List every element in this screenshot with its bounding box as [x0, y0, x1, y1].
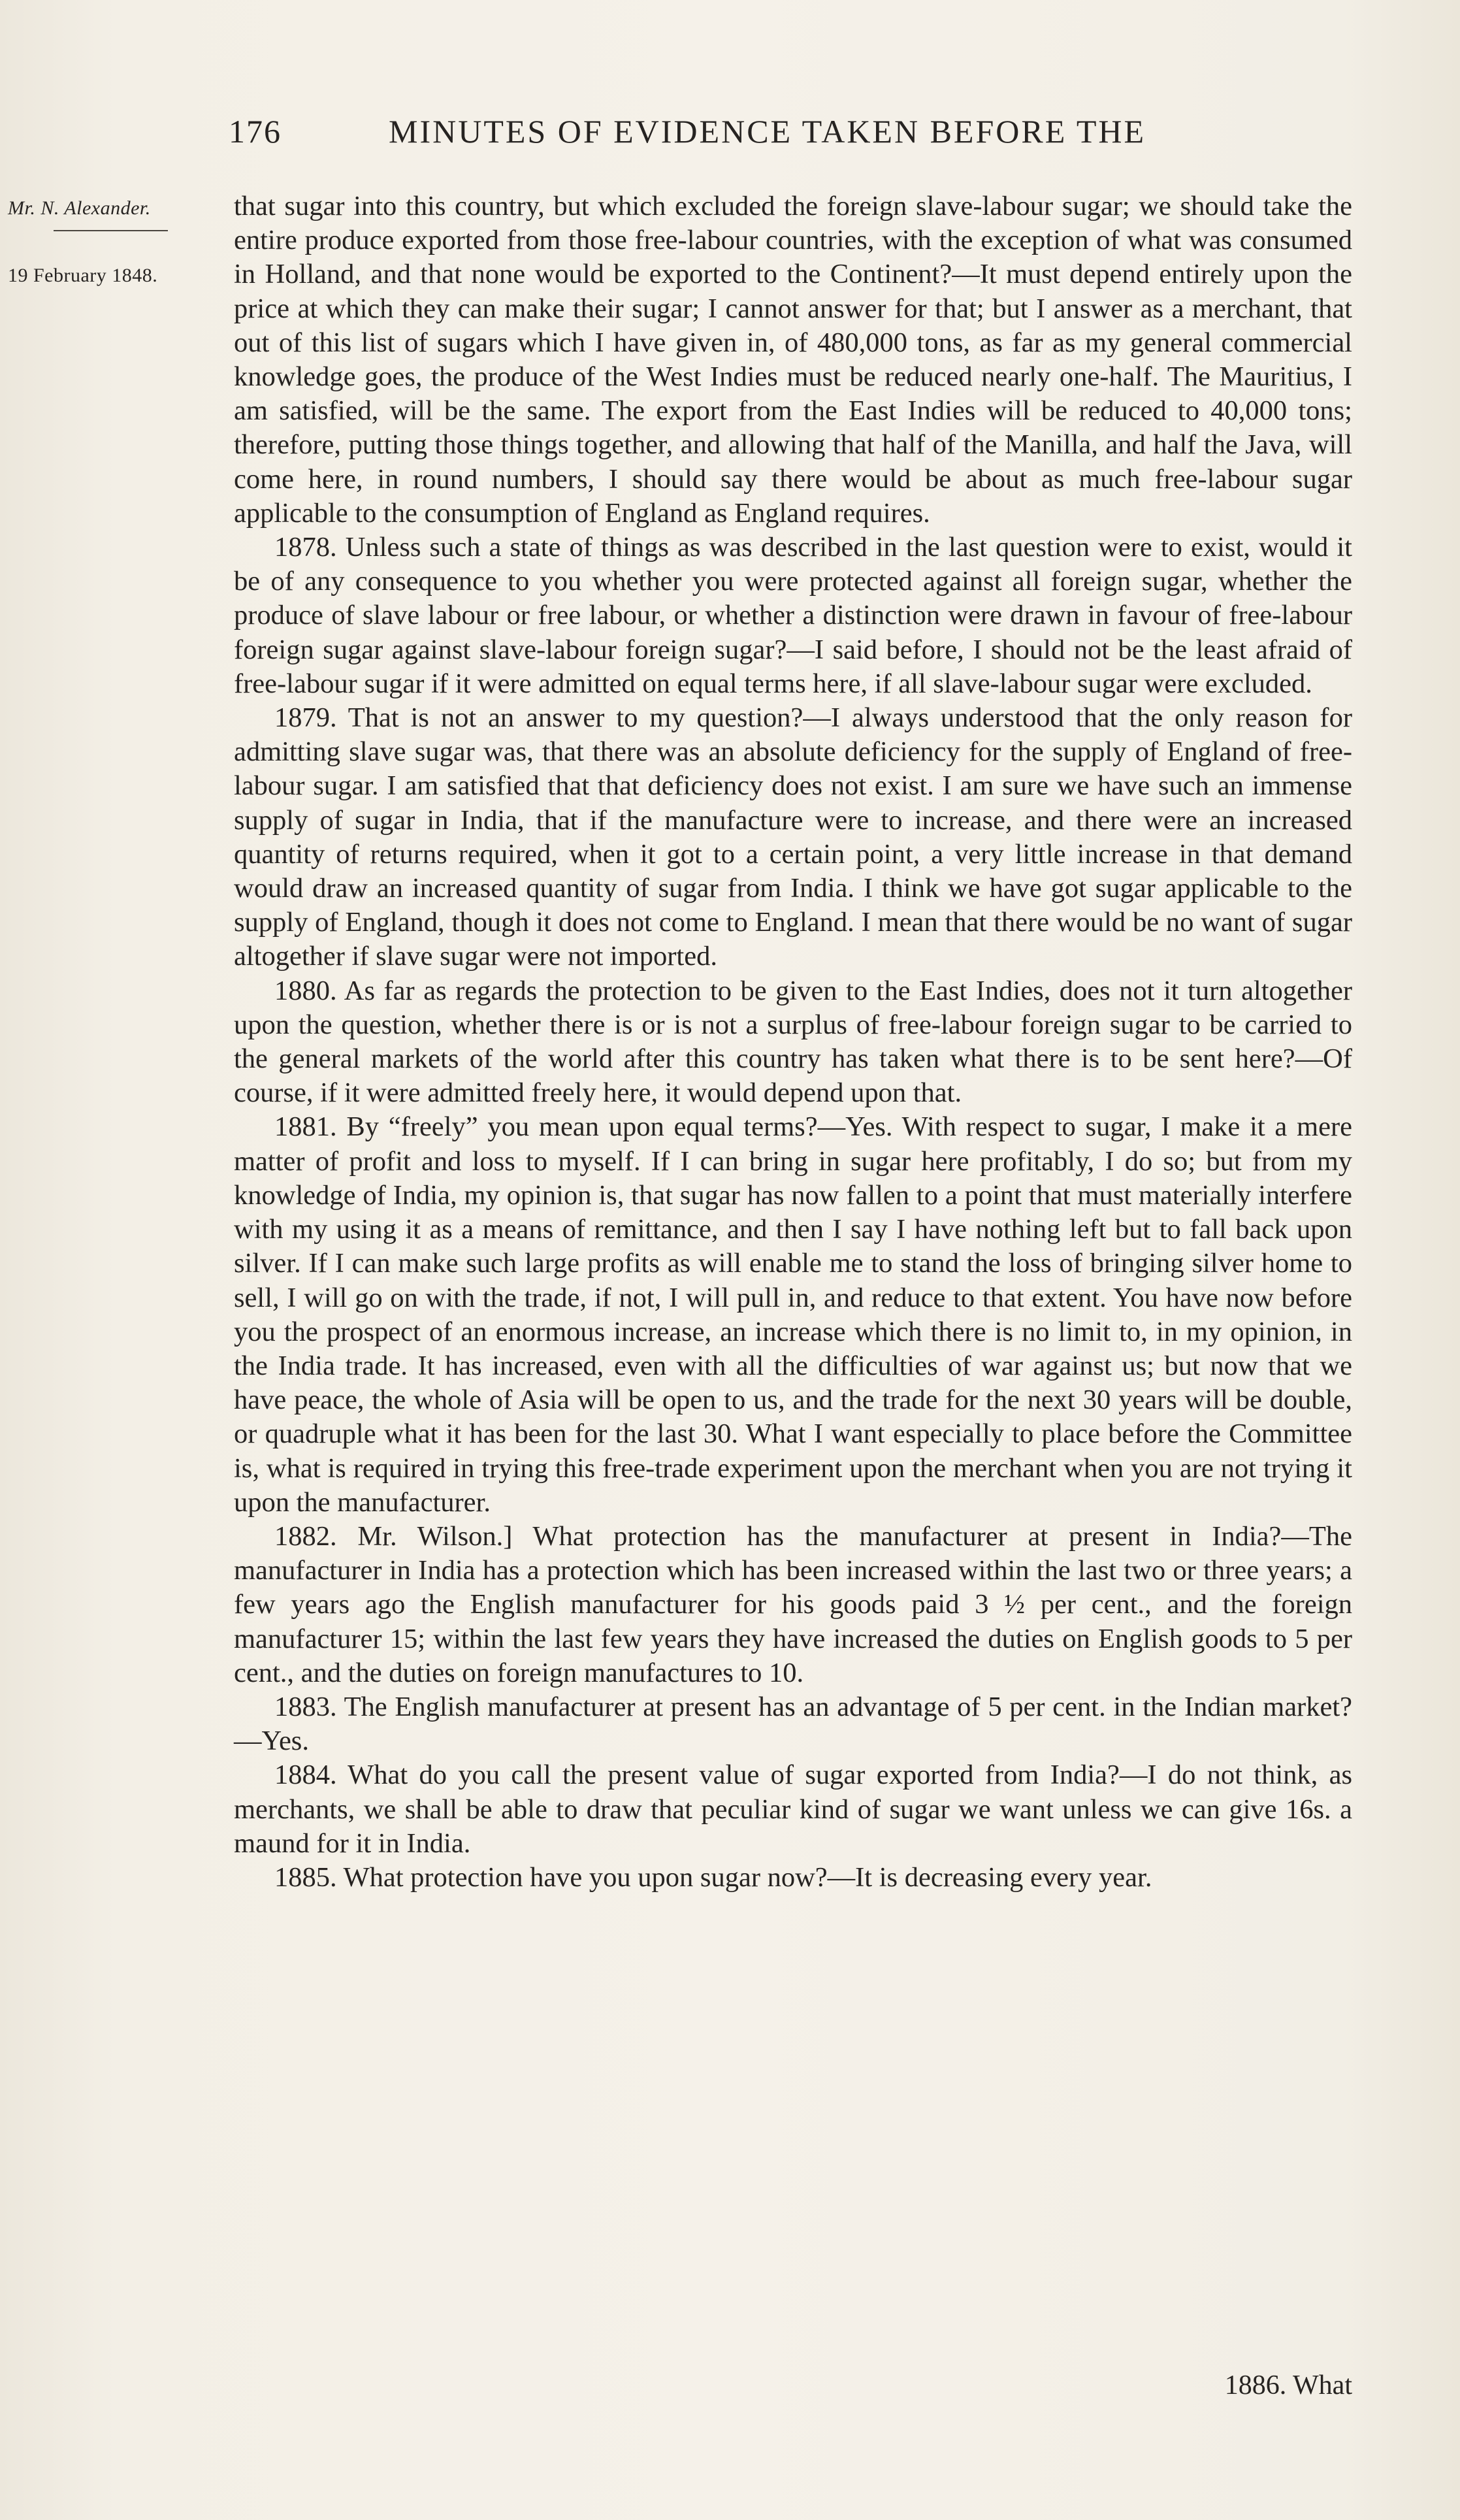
margin-rule [54, 230, 168, 231]
paragraph-1881: 1881. By “freely” you mean upon equal terms?—Yes. With respect to sugar, I make it a mere matter of profit and loss to myself. If I can bring in sugar here profitably, I do so; but from my knowledge of India, my opinion is, that sugar has now fallen to a point that must materially interfere with my using it as a means of remittance, and then I say I have nothing left but to fall back upon silver. If I can make such large profits as will enable me to stand the loss of bringing silver home to sell, I will go on with the trade, if not, I will pull in, and reduce to that extent. You have now before you the prospect of an enormous increase, an increase which there is no limit to, in my opinion, in the India trade. It has increased, even with all the difficulties of war against us; but now that we have peace, the whole of Asia will be open to us, and the trade for the next 30 years will be double, or quadruple what it has been for the last 30. What I want especially to place before the Committee is, what is required in trying this free-trade experiment upon the merchant when you are not trying it upon the manufacturer. [234, 1111, 1352, 1518]
paragraph-1878: 1878. Unless such a state of things as was described in the last question were to exist, would it be of any consequence to you whether you were protected against all foreign sugar, whether the produce of slave labour or free labour, or whether a distinction were drawn in favour of free-labour foreign sugar against slave-labour foreign sugar?—I said before, I should not be the least afraid of free-labour sugar if it were admitted on equal terms here, if all slave-labour sugar were excluded. [234, 532, 1352, 699]
paragraph-1883: 1883. The English manufacturer at present has an advantage of 5 per cent. in the Indian market?—Yes. [234, 1691, 1352, 1757]
paragraph-1879: 1879. That is not an answer to my question?—I always understood that the only reason for admitting slave sugar was, that there was an absolute deficiency for the supply of England of free-labour sugar. I am satisfied that that deficiency does not exist. I am sure we have such an immense supply of sugar in India, that if the manufacture were to increase, and there were an increased quantity of returns required, when it got to a certain point, a very little increase in that demand would draw an increased quantity of sugar from India. I think we have got sugar applicable to the supply of England, though it does not come to England. I mean that there would be no want of sugar altogether if slave sugar were not imported. [234, 702, 1352, 972]
paragraph-continuation: that sugar into this country, but which excluded the foreign slave-labour sugar; we should take the entire produce exported from those free-labour countries, with the exception of what was consumed in Holland, and that none would be exported to the Continent?—It must depend entirely upon the price at which they can make their sugar; I cannot answer for that; but I answer as a merchant, that out of this list of sugars which I have given in, of 480,000 tons, as far as my general commercial knowledge goes, the produce of the West Indies must be reduced nearly one-half. The Mauritius, I am satisfied, will be the same. The export from the East Indies will be reduced to 40,000 tons; therefore, putting those things together, and allowing that half of the Manilla, and half the Java, will come here, in round numbers, I should say there would be about as much free-labour sugar applicable to the consumption of England as England requires. [234, 191, 1352, 529]
paragraph-1880: 1880. As far as regards the protection to be given to the East Indies, does not it turn altogether upon the question, whether there is or is not a surplus of free-labour foreign sugar to be carried to the general markets of the world after this country has taken what there is to be sent here?—Of course, if it were admitted freely here, it would depend upon that. [234, 975, 1352, 1109]
catchword: 1886. What [1224, 2370, 1352, 2400]
running-title: MINUTES OF EVIDENCE TAKEN BEFORE THE [389, 113, 1146, 150]
page-number: 176 [229, 113, 282, 150]
paragraph-1882: 1882. Mr. Wilson.] What protection has the manufacturer at present in India?—The manufacturer in India has a protection which has been increased within the last two or three years; a few years ago the English manufacturer for his goods paid 3 ½ per cent., and the foreign manufacturer 15; within the last few years they have increased the duties on English goods to 5 per cent., and the duties on foreign manufactures to 10. [234, 1520, 1352, 1688]
margin-date: 19 February 1848. [8, 265, 158, 286]
paragraph-1884: 1884. What do you call the present value of sugar exported from India?—I do not think, as merchants, we shall be able to draw that peculiar kind of sugar we want unless we can give 16s. a maund for it in India. [234, 1759, 1352, 1859]
evidence-body [234, 189, 1352, 2424]
paragraph-1885: 1885. What protection have you upon sugar now?—It is decreasing every year. [274, 1861, 1152, 1893]
margin-witness-name: Mr. N. Alexander. [8, 197, 151, 219]
page-header [229, 112, 1352, 158]
